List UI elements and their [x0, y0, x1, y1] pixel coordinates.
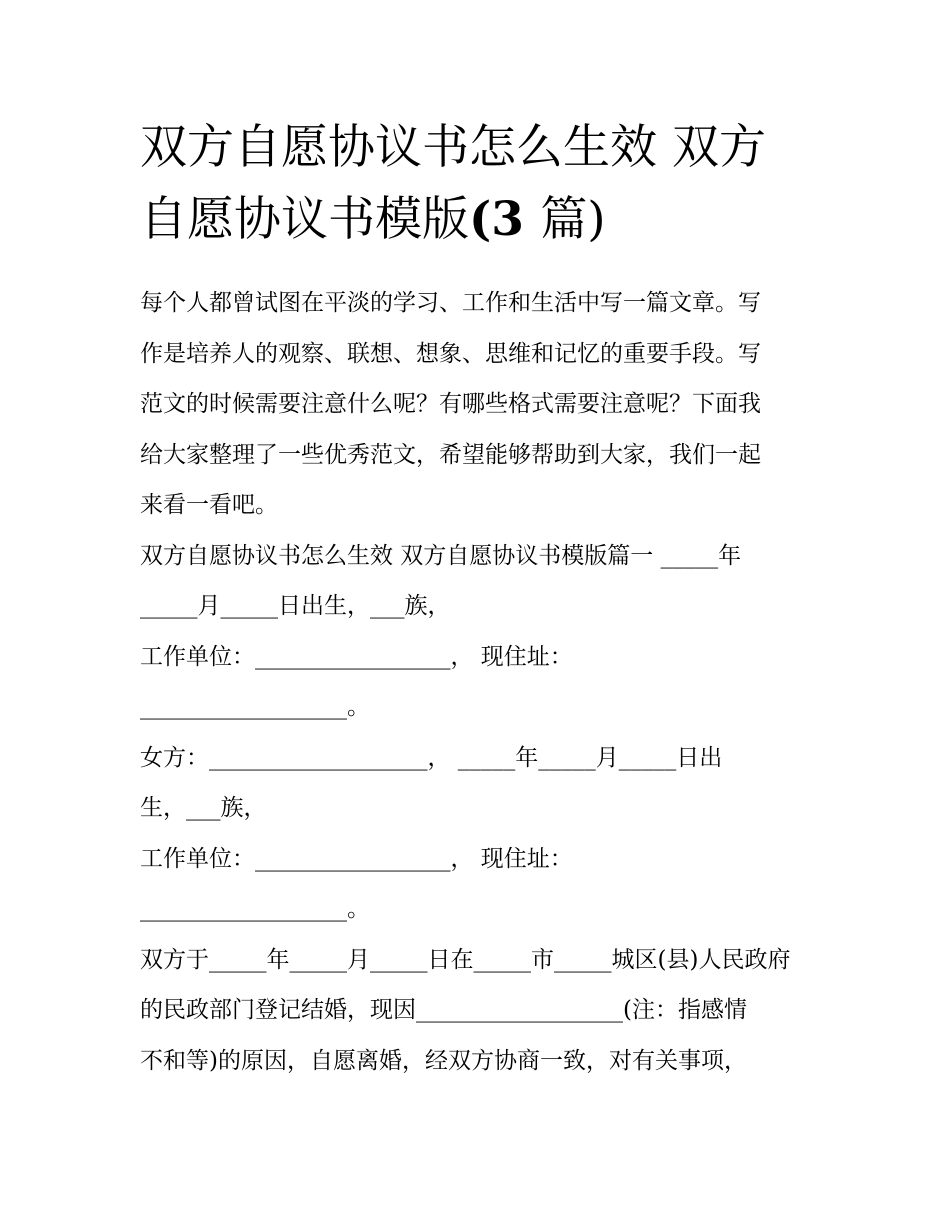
body-line: 作是培养人的观察、联想、想象、思维和记忆的重要手段。写	[140, 340, 761, 367]
section-heading-line: 双方自愿协议书怎么生效 双方自愿协议书模版篇一 _____年	[140, 542, 742, 569]
body-line: 每个人都曾试图在平淡的学习、工作和生活中写一篇文章。写	[140, 290, 761, 316]
title-line-2-text: 自愿协议书模版	[140, 192, 469, 247]
title-line-2-end: 篇)	[540, 192, 606, 247]
title-line-2	[140, 184, 820, 256]
body-line: 来看一看吧。	[140, 492, 278, 518]
form-line-address: __________________。	[140, 896, 370, 922]
body-line: 双方于_____年_____月_____日在_____市_____城区(县)人民政府	[140, 946, 791, 973]
form-line-female: 女方：___________________， _____年_____月_____日出	[140, 744, 723, 771]
body-line: _____月_____日出生，___族，	[140, 593, 451, 619]
title-line-1: 双方自愿协议书怎么生效 双方	[140, 120, 766, 175]
form-line-workplace: 工作单位：_________________， 现住址：	[140, 845, 573, 872]
body-line: 的民政部门登记结婚，现因__________________(注：指感情	[140, 997, 747, 1023]
title-line-2-count: (3	[469, 192, 541, 247]
body-line: 给大家整理了一些优秀范文，希望能够帮助到大家，我们一起	[140, 441, 761, 468]
body-line: 范文的时候需要注意什么呢？有哪些格式需要注意呢？下面我	[140, 391, 761, 417]
document-title	[140, 112, 820, 256]
body-line: 生，___族，	[140, 795, 267, 821]
body-line: 不和等)的原因，自愿离婚，经双方协商一致，对有关事项，	[140, 1047, 747, 1074]
form-line-workplace: 工作单位：_________________， 现住址：	[140, 643, 573, 670]
form-line-address: __________________。	[140, 694, 370, 720]
document-body	[140, 278, 820, 1086]
